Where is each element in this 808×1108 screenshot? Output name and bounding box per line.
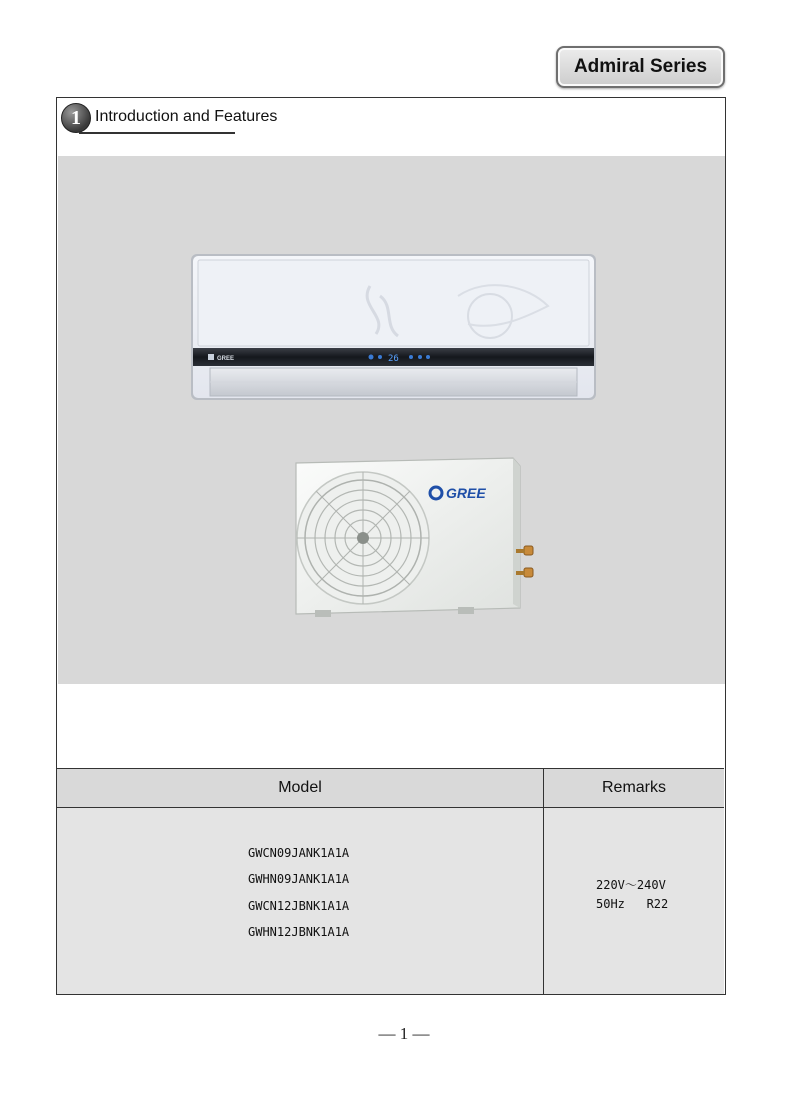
- product-photo-area: [58, 156, 725, 684]
- remarks-column-header: Remarks: [543, 769, 724, 807]
- remarks-cell: [543, 808, 724, 994]
- frequency-refrigerant-remark: 50Hz R22: [596, 897, 669, 911]
- svg-text:GREE: GREE: [217, 356, 235, 362]
- page-number: — 1 —: [378, 1024, 430, 1043]
- svg-text:GREE: GREE: [446, 485, 486, 501]
- section-underline: [79, 132, 235, 134]
- table-body: [57, 808, 724, 994]
- section-title: Introduction and Features: [95, 108, 278, 125]
- model-number: GWHN09JANK1A1A: [248, 872, 350, 886]
- section-number-icon: 1: [61, 103, 91, 133]
- model-number: GWCN09JANK1A1A: [248, 846, 350, 860]
- voltage-remark: 220V～240V: [596, 878, 666, 892]
- svg-text:26: 26: [388, 354, 399, 364]
- table-header: [57, 768, 724, 808]
- outdoor-unit: [296, 458, 533, 617]
- model-number: GWCN12JBNK1A1A: [248, 899, 350, 913]
- model-number: GWHN12JBNK1A1A: [248, 925, 350, 939]
- model-cell: [57, 808, 543, 994]
- product-illustration: [58, 156, 725, 684]
- model-column-header: Model: [278, 779, 322, 796]
- series-badge: Admiral Series: [556, 46, 725, 88]
- indoor-unit: [191, 254, 596, 400]
- content-frame: [56, 97, 726, 995]
